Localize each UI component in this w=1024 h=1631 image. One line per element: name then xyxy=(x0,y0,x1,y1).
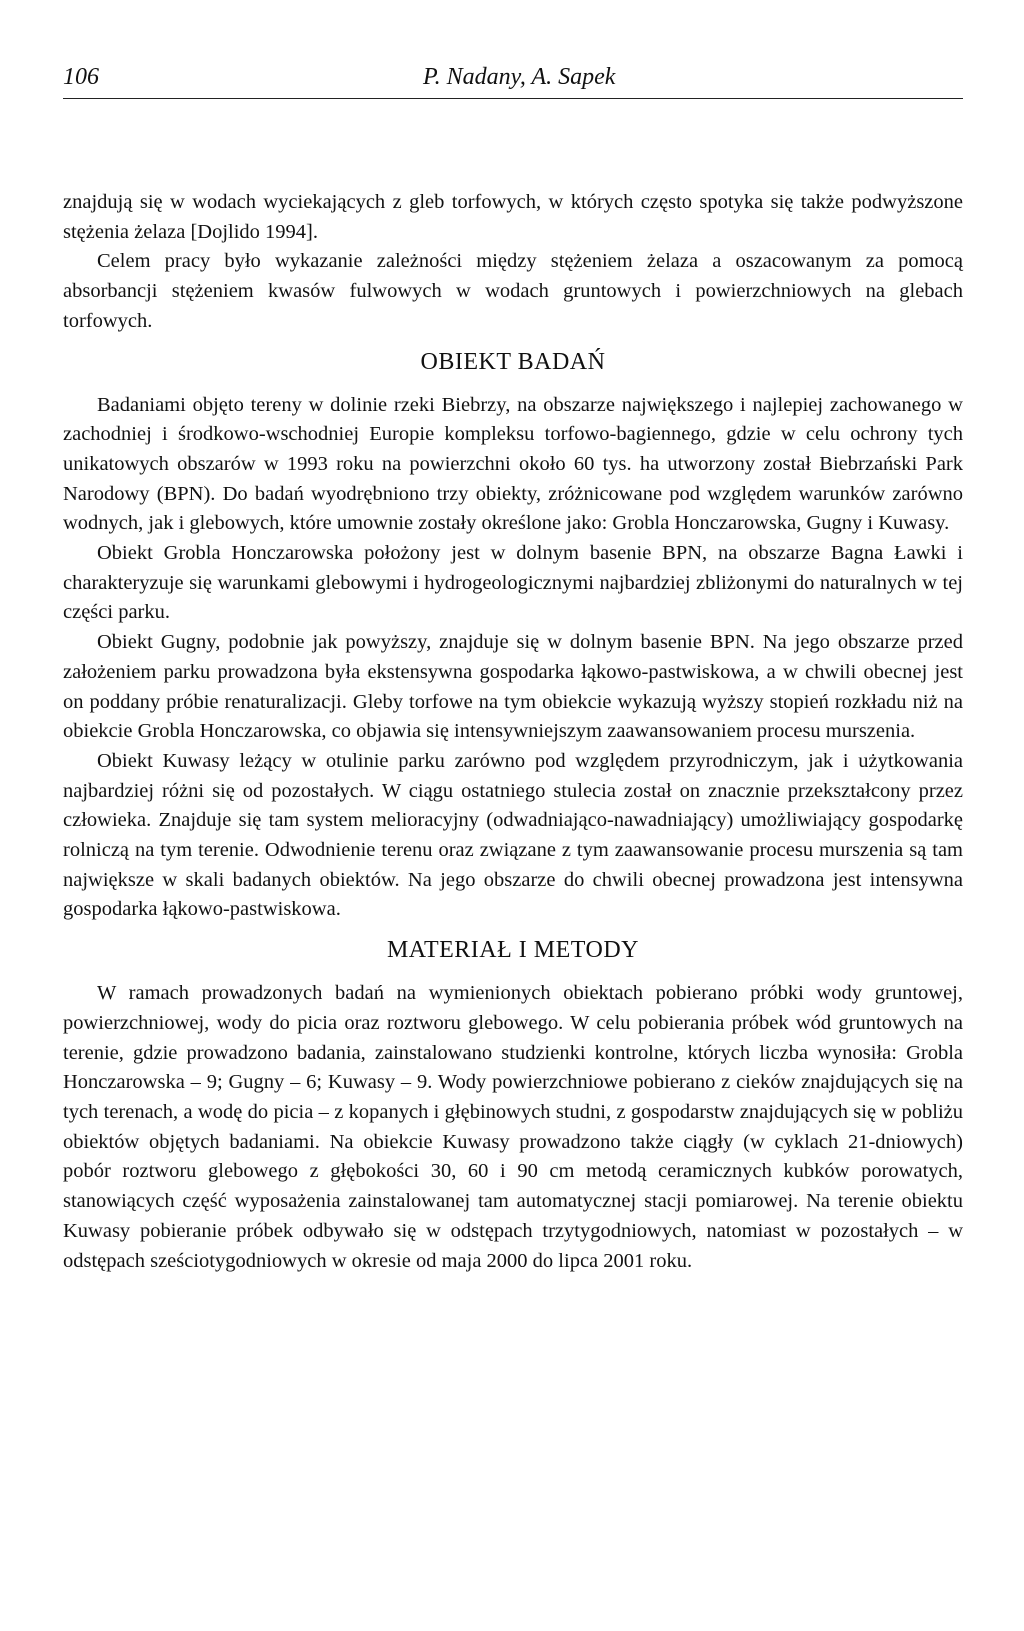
body-text xyxy=(63,188,963,1276)
running-header-authors: P. Nadany, A. Sapek xyxy=(423,64,616,90)
document-page xyxy=(63,62,963,1276)
section1-paragraph-1: Badaniami objęto tereny w dolinie rzeki Biebrzy, na obszarze największego i najlepiej zachowanego w zachodniej i środkowo-wschodniej Europie kompleksu torfowo-bagiennego, gdzie w celu ochrony tych unikatowych obszarów w 1993 roku na powierzchni około 60 tys. ha utworzony został Biebrzański Park Narodowy (BPN). Do badań wyodrębniono trzy obiekty, zróżnicowane pod względem warunków zarówno wodnych, jak i glebowych, które umownie zostały określone jako: Grobla Honczarowska, Gugny i Kuwasy. xyxy=(63,393,963,535)
section1-paragraph-2: Obiekt Grobla Honczarowska położony jest w dolnym basenie BPN, na obszarze Bagna Ławki i charakteryzuje się warunkami glebowymi i hydrogeologicznymi najbardziej zbliżonymi do naturalnych w tej części parku. xyxy=(63,542,963,624)
section-heading-obiekt-badan: OBIEKT BADAŃ xyxy=(420,348,606,375)
section1-paragraph-4: Obiekt Kuwasy leżący w otulinie parku zarówno pod względem przyrodniczym, jak i użytkowania najbardziej różni się od pozostałych. W ciągu ostatniego stulecia został on znacznie przekształcony przez człowieka. Znajduje się tam system melioracyjny (odwadniająco-nawadniający) umożliwiający gospodarkę rolniczą na tym terenie. Odwodnienie terenu oraz związane z tym zaawansowanie procesu murszenia są tam największe w skali badanych obiektów. Na jego obszarze do chwili obecnej prowadzona jest intensywna gospodarka łąkowo-pastwiskowa. xyxy=(63,749,963,921)
running-header xyxy=(63,62,963,99)
section-heading-material-i-metody: MATERIAŁ I METODY xyxy=(386,937,640,964)
section1-paragraph-3: Obiekt Gugny, podobnie jak powyższy, znajduje się w dolnym basenie BPN. Na jego obszarze przed założeniem parku prowadzona była ekstensywna gospodarka łąkowo-pastwiskowa, a w chwili obecnej jest on poddany próbie renaturalizacji. Gleby torfowe na tym obiekcie wykazują wyższy stopień rozkładu niż na obiekcie Grobla Honczarowska, co objawia się intensywniejszym zaawansowaniem procesu murszenia. xyxy=(63,631,963,743)
page-number: 106 xyxy=(63,64,99,90)
intro-paragraph-aim: Celem pracy było wykazanie zależności między stężeniem żelaza a oszacowanym za pomocą absorbancji stężeniem kwasów fulwowych w wodach gruntowych i powierzchniowych na glebach torfowych. xyxy=(63,250,963,332)
section2-paragraph-1: W ramach prowadzonych badań na wymienionych obiektach pobierano próbki wody gruntowej, powierzchniowej, wody do picia oraz roztworu glebowego. W celu pobierania próbek wód gruntowych na terenie, gdzie prowadzono badania, zainstalowano studzienki kontrolne, których liczba wynosiła: Grobla Honczarowska – 9; Gugny – 6; Kuwasy – 9. Wody powierzchniowe pobierano z cieków znajdujących się na tych terenach, a wodę do picia – z kopanych i głębinowych studni, z gospodarstw znajdujących się w pobliżu obiektów objętych badaniami. Na obiekcie Kuwasy prowadzono także ciągły (w cyklach 21-dniowych) pobór roztworu glebowego z głębokości 30, 60 i 90 cm metodą ceramicznych kubków porowatych, stanowiących część wyposażenia zainstalowanej tam automatycznej stacji pomiarowej. Na terenie obiektu Kuwasy pobieranie próbek odbywało się w odstępach trzytygodniowych, natomiast w pozostałych – w odstępach sześciotygodniowych w okresie od maja 2000 do lipca 2001 roku. xyxy=(63,982,963,1272)
intro-paragraph-continued: znajdują się w wodach wyciekających z gleb torfowych, w których często spotyka się także podwyższone stężenia żelaza [Dojlido 1994]. xyxy=(63,191,963,243)
